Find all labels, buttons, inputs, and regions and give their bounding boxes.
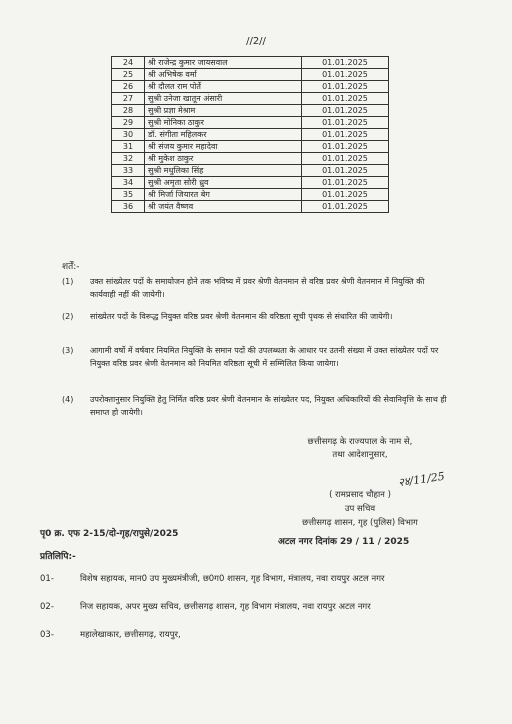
copy-item [40, 572, 470, 586]
officer-name-cell: सुश्री उनेजा खातून अंसारी [145, 93, 302, 105]
officer-name-cell: श्री दौलत राम पोर्ते [145, 81, 302, 93]
date-cell: 01.01.2025 [302, 129, 389, 141]
condition-text: सांख्येतर पदों के विरूद्ध नियुक्त वरिष्ठ प्रवर श्रेणी वेतनमान की वरिष्ठता सूची पृथक से संधारित की जायेगी। [90, 312, 393, 321]
reference-number: पृ0 क्र. एफ 2-15/दो-गृह/रापुसे/2025 [40, 529, 179, 539]
copy-text: निज सहायक, अपर मुख्य सचिव, छत्तीसगढ़ शासन, गृह विभाग मंत्रालय, नवा रायपुर अटल नगर [80, 602, 371, 612]
table-row [112, 189, 389, 201]
copy-item [40, 600, 470, 614]
date-cell: 01.01.2025 [302, 69, 389, 81]
condition-text: उपरोक्तानुसार नियुक्ति हेतु निर्मित वरिष्ठ प्रवर श्रेणी वेतनमान के सांख्येतर पद, नियुक्त अधिकारियों की सेवानिवृत्ति के साथ ही समाप्त हो जायेगी। [90, 395, 447, 417]
table-row [112, 69, 389, 81]
document-date: अटल नगर दिनांक 29 / 11 / 2025 [278, 537, 410, 547]
date-cell: 01.01.2025 [302, 81, 389, 93]
officer-name-cell: श्री राजेन्द्र कुमार जायसवाल [145, 57, 302, 69]
serial-number-cell: 31 [112, 141, 145, 153]
table-row [112, 117, 389, 129]
copy-item [40, 628, 470, 642]
serial-number-cell: 26 [112, 81, 145, 93]
signatory-department: छत्तीसगढ़ शासन, गृह (पुलिस) विभाग [302, 518, 418, 528]
officer-name-cell: श्री मिर्जा जियारत बेग [145, 189, 302, 201]
officer-name-cell: सुश्री प्रज्ञा मेश्राम [145, 105, 302, 117]
copy-number: 02- [40, 602, 54, 612]
serial-number-cell: 27 [112, 93, 145, 105]
copy-number: 01- [40, 574, 54, 584]
table-row [112, 81, 389, 93]
date-cell: 01.01.2025 [302, 141, 389, 153]
officer-name-cell: सुश्री मोनिका ठाकुर [145, 117, 302, 129]
staff-table [111, 56, 389, 213]
sign-off-line2: तथा आदेशानुसार, [332, 450, 388, 460]
officer-name-cell: सुश्री अमृता सोरी ध्रुव [145, 177, 302, 189]
officer-name-cell: श्री अभिषेक वर्मा [145, 69, 302, 81]
table-row [112, 201, 389, 213]
date-cell: 01.01.2025 [302, 201, 389, 213]
serial-number-cell: 25 [112, 69, 145, 81]
condition-number: (2) [62, 312, 74, 321]
page-number: //2// [246, 36, 266, 47]
table-row [112, 129, 389, 141]
copy-heading: प्रतिलिपि:- [40, 552, 76, 562]
serial-number-cell: 34 [112, 177, 145, 189]
date-cell: 01.01.2025 [302, 117, 389, 129]
serial-number-cell: 24 [112, 57, 145, 69]
serial-number-cell: 29 [112, 117, 145, 129]
date-cell: 01.01.2025 [302, 153, 389, 165]
officer-name-cell: डॉ. संगीता महिलकर [145, 129, 302, 141]
signature: २४/11/25 [397, 469, 446, 490]
condition-item [62, 310, 452, 323]
date-cell: 01.01.2025 [302, 93, 389, 105]
condition-text: उक्त सांख्येतर पदों के समायोजन होने तक भविष्य में प्रवर श्रेणी वेतनमान से वरिष्ठ प्रवर श्रेणी वेतनमान में नियुक्ति की कार्यवाही नहीं की जायेगी। [90, 277, 425, 299]
condition-item [62, 275, 452, 301]
date-cell: 01.01.2025 [302, 177, 389, 189]
table-row [112, 93, 389, 105]
condition-number: (3) [62, 346, 74, 355]
officer-name-cell: श्री संजय कुमार महादेवा [145, 141, 302, 153]
copy-text: विशेष सहायक, मान0 उप मुख्यमंत्रीजी, छ0ग0 शासन, गृह विभाग, मंत्रालय, नवा रायपुर अटल नगर [80, 574, 385, 584]
condition-item [62, 344, 452, 370]
condition-item [62, 393, 452, 419]
serial-number-cell: 35 [112, 189, 145, 201]
officer-name-cell: श्री जयंत वैष्णव [145, 201, 302, 213]
date-cell: 01.01.2025 [302, 189, 389, 201]
serial-number-cell: 33 [112, 165, 145, 177]
copy-number: 03- [40, 630, 54, 640]
serial-number-cell: 30 [112, 129, 145, 141]
conditions-heading: शर्तें:- [62, 262, 80, 272]
table-row [112, 153, 389, 165]
sign-off-line1: छत्तीसगढ़ के राज्यपाल के नाम से, [307, 437, 413, 447]
staff-table-body [112, 57, 389, 213]
table-row [112, 105, 389, 117]
officer-name-cell: सुश्री मधुलिका सिंह [145, 165, 302, 177]
signatory-name: ( रामप्रसाद चौहान ) [329, 490, 391, 500]
copy-text: महालेखाकार, छत्तीसगढ़, रायपुर, [80, 630, 181, 640]
date-cell: 01.01.2025 [302, 165, 389, 177]
table-row [112, 165, 389, 177]
condition-text: आगामी वर्षो में वर्षवार नियमित नियुक्ति के समान पदों की उपलब्धता के आधार पर उतनी संख्या में उक्त सांख्येतर पदों पर नियुक्त वरिष्ठ प्रवर श्रेणी वेतनमान को नियमित वरिष्ठता सूची में सम्मिलित किया जायेगा। [90, 346, 439, 368]
condition-number: (1) [62, 277, 74, 286]
serial-number-cell: 36 [112, 201, 145, 213]
date-cell: 01.01.2025 [302, 105, 389, 117]
condition-number: (4) [62, 395, 74, 404]
signatory-designation: उप सचिव [344, 504, 376, 514]
serial-number-cell: 28 [112, 105, 145, 117]
serial-number-cell: 32 [112, 153, 145, 165]
table-row [112, 177, 389, 189]
table-row [112, 141, 389, 153]
officer-name-cell: श्री मुकेश ठाकुर [145, 153, 302, 165]
date-cell: 01.01.2025 [302, 57, 389, 69]
table-row [112, 57, 389, 69]
